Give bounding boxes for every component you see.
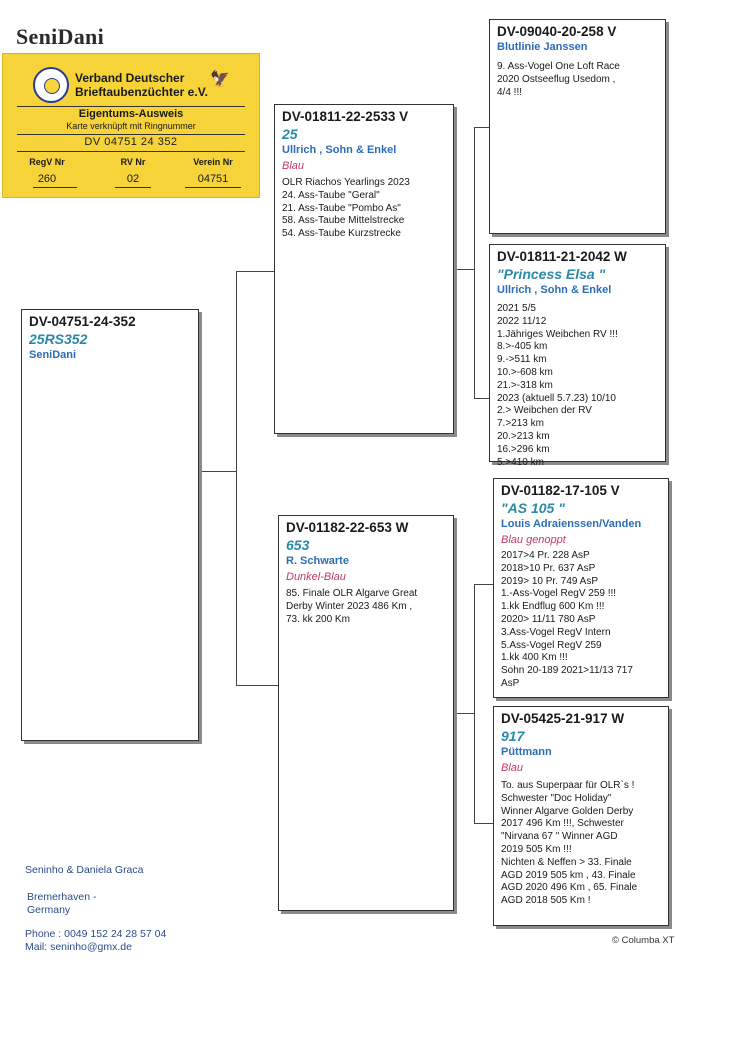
sire-dam-name: "Princess Elsa " — [497, 266, 606, 282]
sire-dam-breeder: Ullrich , Sohn & Enkel — [497, 284, 612, 296]
info-line: Nichten & Neffen > 33. Finale — [501, 856, 632, 868]
sire-color: Blau — [282, 160, 305, 172]
eagle-seal-icon: 🦅 — [210, 71, 230, 88]
info-line: 1.-Ass-Vogel RegV 259 !!! — [501, 588, 617, 600]
card-label-rv: RV Nr — [120, 157, 146, 167]
subject-breeder: SeniDani — [29, 349, 77, 361]
dam-sire-name: "AS 105 " — [501, 500, 565, 516]
dam-dam-ring: DV-05425-21-917 W — [501, 711, 625, 726]
dam-breeder: R. Schwarte — [286, 555, 349, 567]
contact-phone: Phone : 0049 152 24 28 57 04 — [25, 928, 167, 940]
info-line: 85. Finale OLR Algarve Great — [286, 588, 418, 599]
dam-sire-box — [493, 478, 669, 698]
info-line: 73. kk 200 Km — [286, 613, 350, 625]
card-org-line2: Brieftaubenzüchter e.V. — [75, 85, 208, 99]
info-line: 9. Ass-Vogel One Loft Race — [497, 61, 620, 72]
connector-line — [236, 271, 237, 685]
dam-ring: DV-01182-22-653 W — [286, 520, 409, 535]
card-value-rv: 02 — [126, 173, 140, 185]
info-line: 24. Ass-Taube "Geral" — [282, 189, 380, 201]
info-line: 2019> 10 Pr. 749 AsP — [501, 575, 599, 587]
sire-dam-info — [497, 303, 658, 469]
dam-sire-breeder: Louis Adraienssen/Vanden — [501, 518, 642, 530]
connector-line — [199, 471, 236, 472]
info-line: 5.>410 km — [497, 456, 544, 468]
card-label-regv: RegV Nr — [29, 157, 65, 167]
sire-sire-info — [497, 61, 658, 99]
dam-dam-breeder: Püttmann — [501, 746, 552, 758]
info-line: OLR Riachos Yearlings 2023 — [282, 177, 410, 188]
connector-line — [474, 398, 489, 399]
sire-ring: DV-01811-22-2533 V — [282, 109, 409, 124]
card-title: Eigentums-Ausweis — [78, 108, 184, 120]
contact-names: Seninho & Daniela Graca — [25, 864, 144, 876]
card-value-regv: 260 — [37, 173, 57, 185]
dam-dam-box — [493, 706, 669, 926]
info-line: AGD 2019 505 km , 43. Finale — [501, 869, 636, 881]
contact-mail: Mail: seninho@gmx.de — [25, 941, 132, 953]
connector-line — [474, 127, 475, 399]
sire-sire-box — [489, 19, 666, 234]
connector-line — [236, 685, 278, 686]
connector-line — [454, 269, 474, 270]
connector-line — [236, 271, 274, 272]
info-line: 2020 Ostseeflug Usedom , — [497, 73, 616, 85]
dam-sire-color: Blau genoppt — [501, 534, 566, 546]
info-line: 2017 496 Km !!!, Schwester — [501, 818, 624, 830]
sire-info — [282, 177, 446, 241]
subject-box — [21, 309, 199, 741]
info-line: 1.kk Endflug 600 Km !!! — [501, 601, 605, 613]
info-line: Sohn 20-189 2021>11/13 717 — [501, 665, 633, 677]
subject-name: 25RS352 — [29, 331, 88, 347]
footer-copyright: © Columba XT — [612, 935, 675, 946]
brand-title: SeniDani — [16, 24, 104, 49]
info-line: 21. Ass-Taube "Pombo As" — [282, 202, 401, 214]
info-line: 2022 11/12 — [497, 315, 547, 327]
card-divider — [17, 106, 245, 107]
card-value-verein: 04751 — [197, 173, 229, 185]
info-line: 20.>213 km — [497, 430, 550, 442]
info-line: 9.->511 km — [497, 354, 547, 366]
sire-dam-ring: DV-01811-21-2042 W — [497, 249, 627, 264]
dam-dam-name: 917 — [501, 728, 525, 744]
sire-dam-box — [489, 244, 666, 468]
connector-line — [474, 584, 475, 824]
info-line: Winner Algarve Golden Derby — [501, 805, 634, 817]
connector-line — [474, 823, 493, 824]
info-line: 3.Ass-Vogel RegV Intern — [501, 626, 611, 638]
info-line: 5.Ass-Vogel RegV 259 — [501, 639, 602, 651]
sire-name: 25 — [282, 126, 298, 142]
card-divider — [17, 151, 245, 152]
info-line: 1.Jähriges Weibchen RV !!! — [497, 328, 618, 340]
contact-city: Bremerhaven - — [27, 891, 97, 903]
info-line: 54. Ass-Taube Kurzstrecke — [282, 228, 401, 240]
dam-sire-ring: DV-01182-17-105 V — [501, 483, 620, 498]
subject-ring: DV-04751-24-352 — [29, 314, 136, 329]
info-line: AsP — [501, 677, 520, 689]
vdb-logo-icon — [33, 67, 69, 103]
info-line: 7.>213 km — [497, 418, 544, 430]
sire-breeder: Ullrich , Sohn & Enkel — [282, 144, 397, 156]
info-line: 8.>-405 km — [497, 341, 548, 353]
info-line: AGD 2018 505 Km ! — [501, 895, 591, 907]
connector-line — [474, 584, 493, 585]
dam-sire-info — [501, 550, 661, 691]
info-line: 2017>4 Pr. 228 AsP — [501, 550, 590, 561]
info-line: AGD 2020 496 Km , 65. Finale — [501, 882, 638, 894]
ownership-card — [2, 53, 260, 198]
info-line: 10.>-608 km — [497, 366, 553, 378]
info-line: 1.kk 400 Km !!! — [501, 652, 568, 664]
dam-box — [278, 515, 454, 911]
info-line: 4/4 !!! — [497, 86, 523, 98]
dam-dam-info — [501, 780, 661, 908]
info-line: 2019 505 Km !!! — [501, 843, 572, 855]
card-divider — [17, 134, 245, 135]
info-line: 21.>-318 km — [497, 379, 553, 391]
info-line: "Nirvana 67 " Winner AGD — [501, 831, 618, 843]
info-line: 2023 (aktuell 5.7.23) 10/10 — [497, 392, 616, 404]
info-line: 58. Ass-Taube Mittelstrecke — [282, 215, 405, 227]
card-label-verein: Verein Nr — [193, 157, 233, 167]
sire-sire-breeder: Blutlinie Janssen — [497, 41, 588, 53]
dam-name: 653 — [286, 537, 310, 553]
sire-sire-ring: DV-09040-20-258 V — [497, 24, 617, 39]
card-ring-number: DV 04751 24 352 — [84, 136, 178, 148]
connector-line — [474, 127, 489, 128]
info-line: To. aus Superpaar für OLR`s ! — [501, 780, 635, 791]
info-line: Derby Winter 2023 486 Km , — [286, 600, 413, 612]
info-line: 2.> Weibchen der RV — [497, 405, 592, 417]
info-line: 16.>296 km — [497, 443, 550, 455]
card-subtitle: Karte verknüpft mit Ringnummer — [66, 121, 196, 131]
dam-info — [286, 588, 446, 626]
info-line: 2020> 11/11 780 AsP — [501, 613, 596, 625]
info-line: 2021 5/5 — [497, 303, 536, 314]
contact-country: Germany — [27, 904, 71, 916]
dam-color: Dunkel-Blau — [286, 571, 346, 583]
sire-box — [274, 104, 454, 434]
dam-dam-color: Blau — [501, 762, 524, 774]
info-line: 2018>10 Pr. 637 AsP — [501, 562, 596, 574]
card-org-line1: Verband Deutscher — [75, 71, 185, 85]
connector-line — [454, 713, 474, 714]
info-line: Schwester "Doc Holiday" — [501, 792, 612, 804]
